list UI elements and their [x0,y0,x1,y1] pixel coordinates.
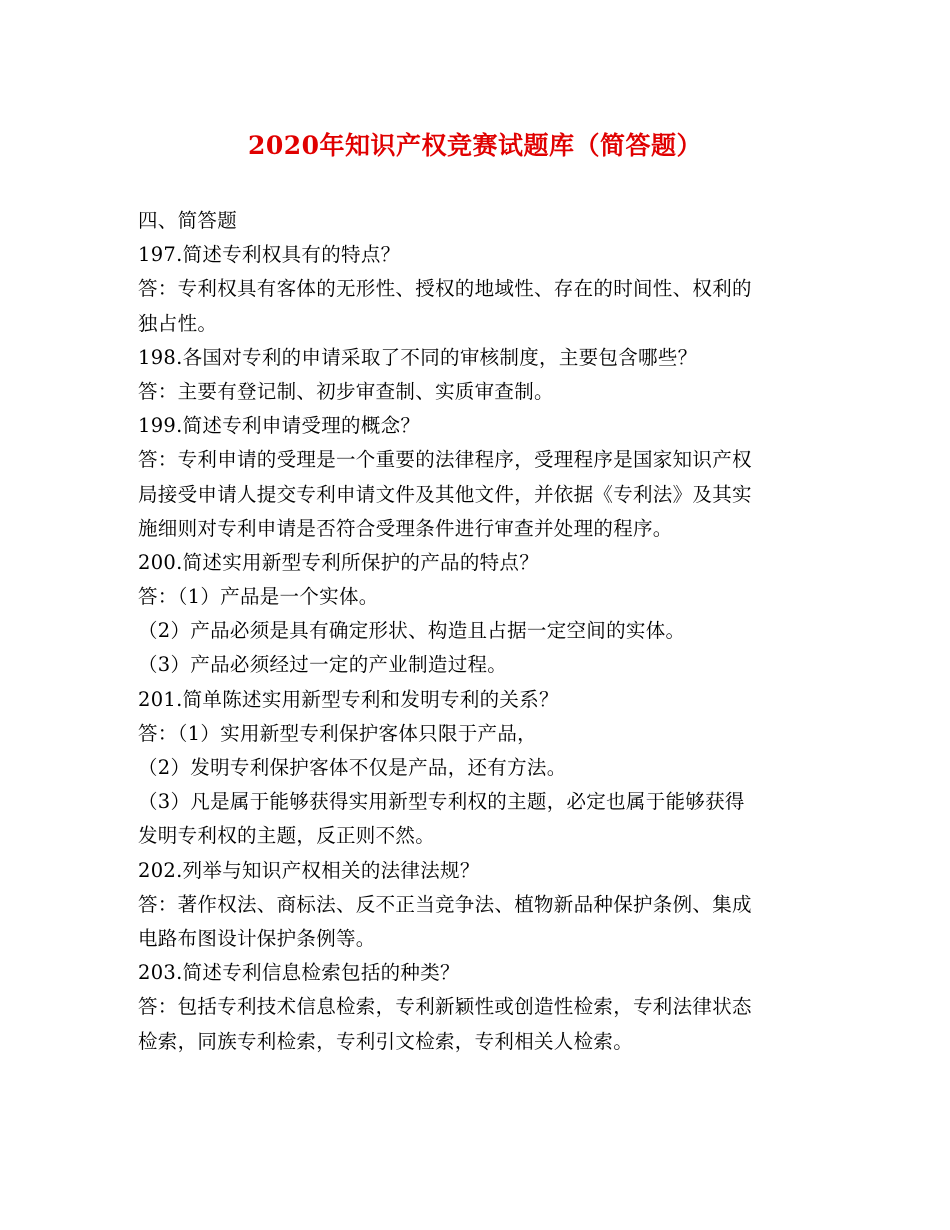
answer-200-line-1: 答：（1）产品是一个实体。 [138,585,379,609]
answer-202-line-1: 答：著作权法、商标法、反不正当竞争法、植物新品种保护条例、集成 [138,892,752,916]
answer-203-line-1: 答：包括专利技术信息检索，专利新颖性或创造性检索，专利法律状态 [138,995,752,1019]
question-203: 203.简述专利信息检索包括的种类？ [138,961,460,985]
document-body [138,204,818,1059]
question-198: 198.各国对专利的申请采取了不同的审核制度，主要包含哪些？ [138,345,698,369]
answer-197-line-2: 独占性。 [138,311,218,335]
question-197: 197.简述专利权具有的特点？ [138,243,401,267]
question-201: 201.简单陈述实用新型专利和发明专利的关系？ [138,687,559,711]
answer-202-line-2: 电路布图设计保护条例等。 [138,926,376,950]
answer-200-line-3: （3）产品必须经过一定的产业制造过程。 [138,653,508,677]
answer-201-line-4: 发明专利权的主题，反正则不然。 [138,824,436,848]
question-199: 199.简述专利申请受理的概念？ [138,414,421,438]
question-200: 200.简述实用新型专利所保护的产品的特点？ [138,550,540,574]
answer-201-line-1: 答：（1）实用新型专利保护客体只限于产品， [138,721,537,745]
section-heading: 四、简答题 [138,209,238,232]
question-202: 202.列举与知识产权相关的法律法规？ [138,858,480,882]
answer-201-line-3: （3）凡是属于能够获得实用新型专利权的主题，必定也属于能够获得 [138,790,745,814]
answer-199-line-2: 局接受申请人提交专利申请文件及其他文件，并依据《专利法》及其实 [138,482,752,506]
answer-203-line-2: 检索，同族专利检索，专利引文检索，专利相关人检索。 [138,1029,634,1053]
answer-201-line-2: （2）发明专利保护客体不仅是产品，还有方法。 [138,756,567,779]
answer-198-line-1: 答：主要有登记制、初步审查制、实质审查制。 [138,379,554,403]
answer-199-line-3: 施细则对专利申请是否符合受理条件进行审查并处理的程序。 [138,516,673,540]
answer-200-line-2: （2）产品必须是具有确定形状、构造且占据一定空间的实体。 [138,619,686,643]
answer-199-line-1: 答：专利申请的受理是一个重要的法律程序，受理程序是国家知识产权 [138,448,752,472]
document-title: 2020年知识产权竞赛试题库（简答题） [247,131,703,160]
answer-197-line-1: 答：专利权具有客体的无形性、授权的地域性、存在的时间性、权利的 [138,277,752,301]
